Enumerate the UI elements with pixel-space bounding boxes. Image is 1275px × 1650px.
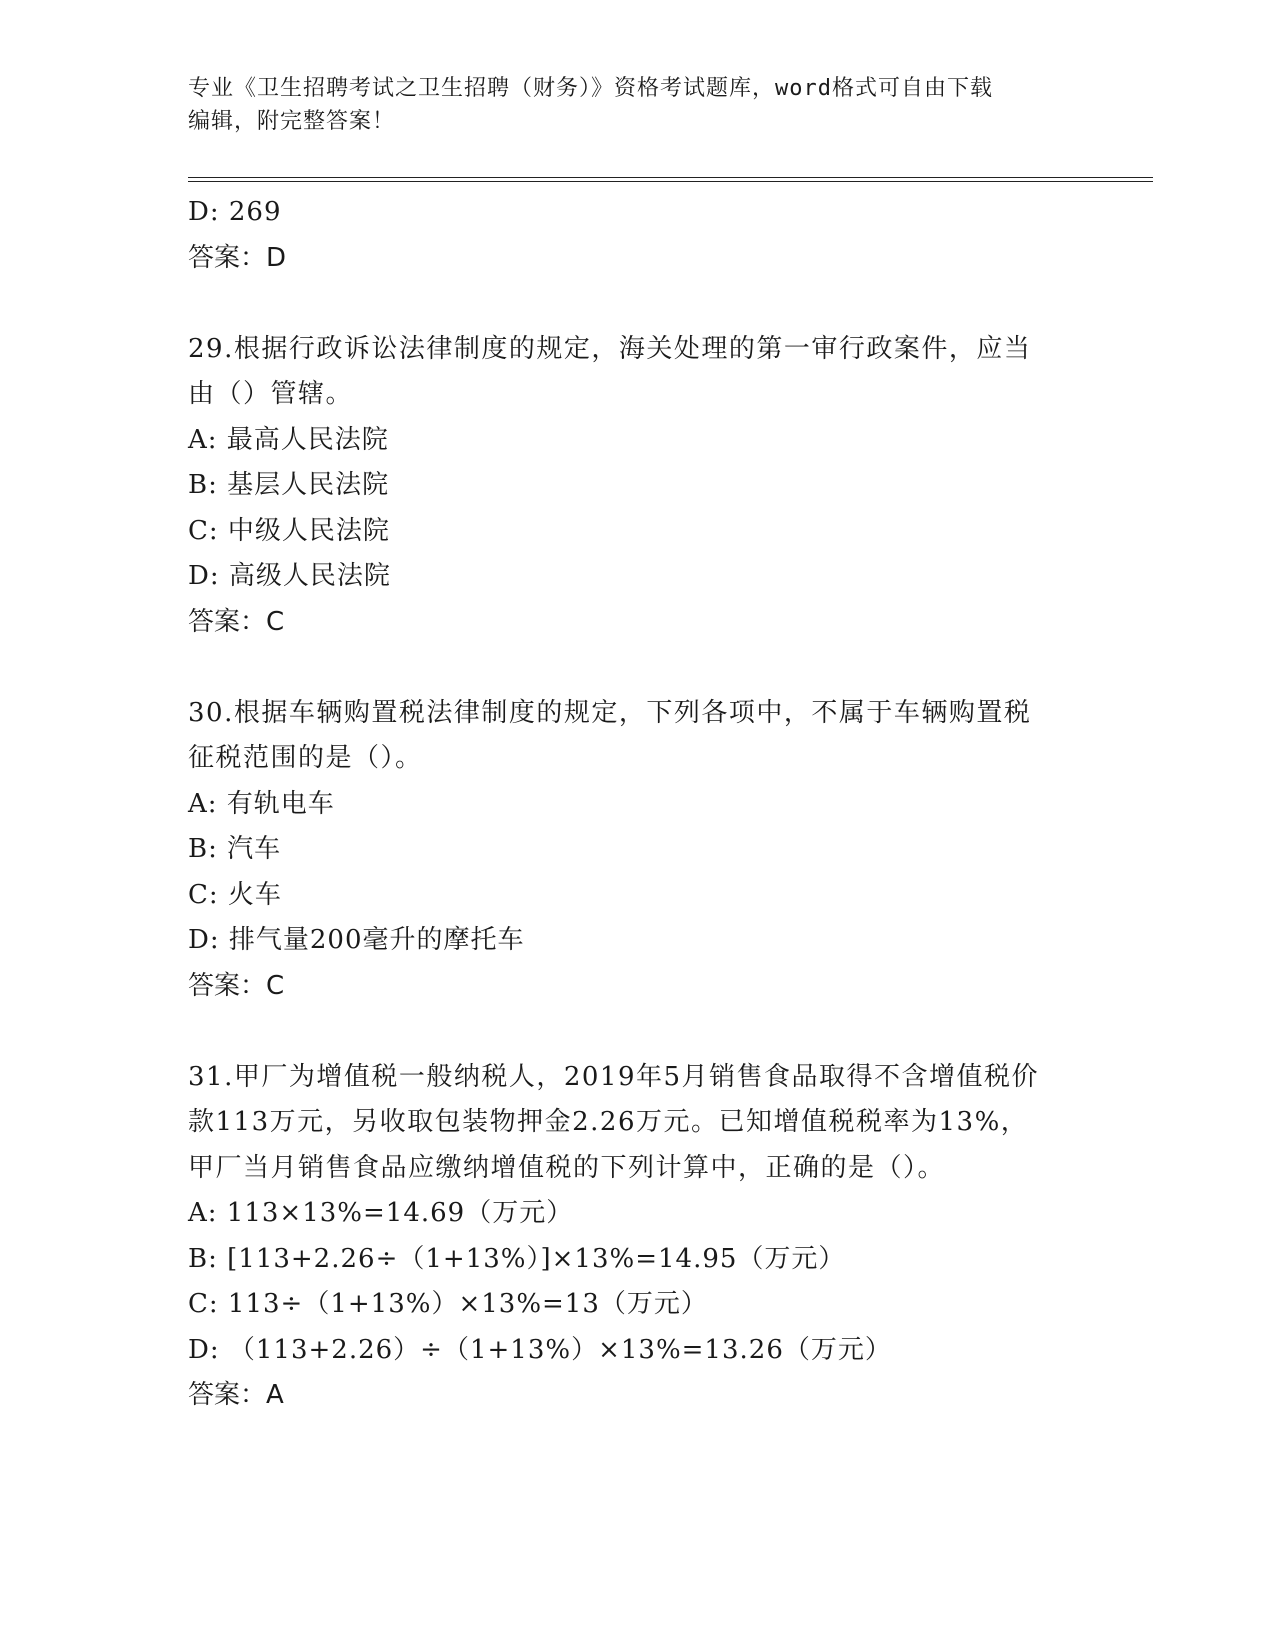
question-stem-line: 29.根据行政诉讼法律制度的规定，海关处理的第一审行政案件，应当	[188, 333, 1032, 364]
answer: 答案：C	[188, 606, 285, 637]
option-b: B: [113+2.26÷（1+13%）]×13%=14.95（万元）	[188, 1243, 846, 1274]
question-stem-line: 30.根据车辆购置税法律制度的规定，下列各项中，不属于车辆购置税	[188, 697, 1032, 728]
answer: 答案：C	[188, 970, 285, 1001]
option-c: C: 火车	[188, 879, 282, 910]
spacer	[188, 645, 1088, 691]
prev-answer: 答案：D	[188, 242, 287, 273]
question-31	[188, 1055, 1088, 1419]
answer: 答案：A	[188, 1380, 284, 1410]
option-a: A: 有轨电车	[188, 788, 335, 819]
option-c: C: 中级人民法院	[188, 515, 390, 546]
header-divider-top	[188, 177, 1153, 178]
spacer	[188, 1009, 1088, 1055]
prev-option-d: D: 269	[188, 197, 282, 227]
question-29	[188, 327, 1088, 646]
question-content	[188, 190, 1088, 1419]
header-line-2: 编辑，附完整答案！	[188, 109, 396, 134]
option-d: D: 排气量200毫升的摩托车	[188, 925, 525, 955]
option-b: B: 基层人民法院	[188, 470, 390, 500]
question-stem-line: 甲厂当月销售食品应缴纳增值税的下列计算中，正确的是（）。	[188, 1152, 946, 1183]
option-a: A: 113×13%=14.69（万元）	[188, 1198, 574, 1228]
header-divider-bottom	[188, 181, 1153, 182]
option-d: D: 高级人民法院	[188, 561, 391, 591]
header-line-1: 专业《卫生招聘考试之卫生招聘（财务）》资格考试题库，word格式可自由下载	[188, 76, 993, 101]
document-header	[188, 72, 1088, 138]
question-stem-line: 由（）管辖。	[188, 379, 354, 409]
option-b: B: 汽车	[188, 834, 282, 864]
option-d: D: （113+2.26）÷（1+13%）×13%=13.26（万元）	[188, 1334, 892, 1365]
question-30	[188, 691, 1088, 1010]
question-stem-line: 征税范围的是（）。	[188, 743, 423, 773]
option-c: C: 113÷（1+13%）×13%=13（万元）	[188, 1289, 708, 1319]
option-a: A: 最高人民法院	[188, 424, 389, 455]
question-stem-line: 31.甲厂为增值税一般纳税人，2019年5月销售食品取得不含增值税价	[188, 1061, 1040, 1092]
spacer	[188, 281, 1088, 327]
question-stem-line: 款113万元，另收取包装物押金2.26万元。已知增值税税率为13%，	[188, 1107, 1029, 1137]
